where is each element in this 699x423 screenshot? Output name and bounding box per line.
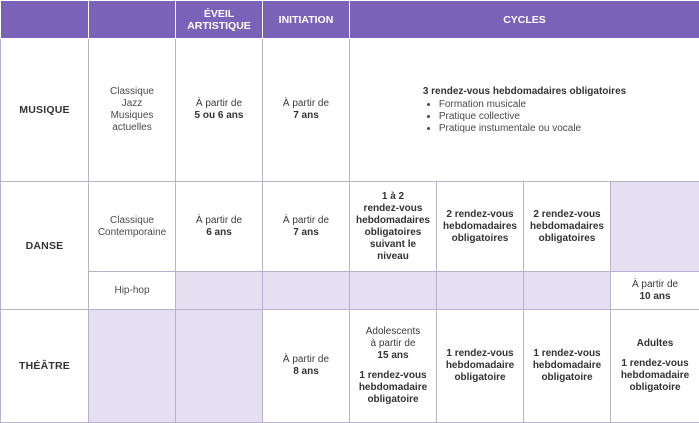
danse-eveil-age: 6 ans — [206, 227, 232, 238]
hiphop-prefix: À partir de — [632, 279, 678, 290]
danse-cycle1-line: hebdomadaires — [356, 215, 430, 226]
header-blank-discipline — [1, 1, 89, 39]
discipline-theatre: THÉÂTRE — [1, 310, 89, 423]
theatre-initiation-prefix: À partir de — [283, 354, 329, 365]
theatre-row — [1, 310, 699, 423]
discipline-danse: DANSE — [1, 182, 89, 310]
musique-cycles-list — [423, 99, 626, 135]
theatre-cycle-4 — [611, 310, 699, 423]
hiphop-cycle-3-empty — [524, 272, 611, 310]
danse-eveil — [176, 182, 263, 272]
hiphop-cycle-1-empty — [350, 272, 437, 310]
musique-cycles-item: • Pratique collective — [439, 111, 626, 123]
musique-cycles — [350, 39, 699, 182]
header-initiation: INITIATION — [263, 1, 350, 39]
danse-eveil-prefix: À partir de — [196, 215, 242, 226]
danse-initiation — [263, 182, 350, 272]
danse-cycle1-line: 1 à 2 — [382, 191, 404, 202]
theatre-initiation — [263, 310, 350, 423]
hiphop-age: 10 ans — [639, 291, 670, 302]
theatre-cycle3-line: 1 rendez-vous — [533, 348, 600, 359]
hiphop-initiation-empty — [263, 272, 350, 310]
header-row — [1, 1, 699, 39]
header-eveil-line2: ARTISTIQUE — [187, 20, 251, 32]
danse-cycle-4-empty — [611, 182, 699, 272]
header-eveil-line1: ÉVEIL — [204, 8, 234, 20]
musique-eveil-prefix: À partir de — [196, 98, 242, 109]
musique-style-item: Musiques — [111, 110, 154, 121]
hiphop-cycle-4 — [611, 272, 699, 310]
theatre-adultes-rdv: 1 rendez-vous — [621, 358, 688, 369]
theatre-eveil-empty — [176, 310, 263, 423]
theatre-cycle1-intro: à partir de — [370, 338, 415, 349]
theatre-adultes-rdv: obligatoire — [629, 382, 680, 393]
musique-styles — [89, 39, 176, 182]
danse-initiation-prefix: À partir de — [283, 215, 329, 226]
musique-cycles-title: 3 rendez-vous hebdomadaires obligatoires — [423, 86, 626, 98]
musique-style-item: actuelles — [112, 122, 151, 133]
theatre-style-empty — [89, 310, 176, 423]
theatre-cycle1-rdv: obligatoire — [367, 394, 418, 405]
theatre-cycle1-rdv: hebdomadaire — [359, 382, 427, 393]
theatre-cycle3-line: obligatoire — [541, 372, 592, 383]
hiphop-eveil-empty — [176, 272, 263, 310]
danse-cycle1-line: rendez-vous — [364, 203, 423, 214]
theatre-cycle-2 — [437, 310, 524, 423]
musique-eveil — [176, 39, 263, 182]
theatre-adultes-title: Adultes — [637, 338, 674, 349]
danse-hiphop-label: Hip-hop — [89, 272, 176, 310]
danse-cycle3-line: hebdomadaires — [530, 221, 604, 232]
header-eveil-artistique — [176, 1, 263, 39]
theatre-cycle2-line: obligatoire — [454, 372, 505, 383]
theatre-cycle1-age: 15 ans — [377, 350, 408, 361]
hiphop-cycle-2-empty — [437, 272, 524, 310]
danse-cycle2-line: 2 rendez-vous — [446, 209, 513, 220]
danse-hiphop-row — [1, 272, 699, 310]
theatre-cycle1-intro: Adolescents — [366, 326, 420, 337]
danse-style-item: Contemporaine — [98, 227, 166, 238]
theatre-cycle-3 — [524, 310, 611, 423]
theatre-cycle1-rdv: 1 rendez-vous — [359, 370, 426, 381]
danse-cycle-3 — [524, 182, 611, 272]
musique-initiation-age: 7 ans — [293, 110, 319, 121]
danse-styles — [89, 182, 176, 272]
danse-cycle2-line: obligatoires — [452, 233, 509, 244]
musique-cycles-block — [423, 86, 626, 135]
musique-cycles-item: • Pratique instumentale ou vocale — [439, 123, 626, 135]
danse-cycle3-line: obligatoires — [539, 233, 596, 244]
danse-row — [1, 182, 699, 272]
danse-cycle3-line: 2 rendez-vous — [533, 209, 600, 220]
danse-initiation-age: 7 ans — [293, 227, 319, 238]
theatre-cycle2-line: hebdomadaire — [446, 360, 514, 371]
danse-cycle2-line: hebdomadaires — [443, 221, 517, 232]
musique-style-item: Classique — [110, 86, 154, 97]
musique-row — [1, 39, 699, 182]
discipline-musique: MUSIQUE — [1, 39, 89, 182]
header-cycles: CYCLES — [350, 1, 699, 39]
musique-eveil-age: 5 ou 6 ans — [195, 110, 244, 121]
musique-cycles-item: • Formation musicale — [439, 99, 626, 111]
theatre-cycle-1 — [350, 310, 437, 423]
header-blank-style — [89, 1, 176, 39]
danse-cycle-1 — [350, 182, 437, 272]
danse-style-item: Classique — [110, 215, 154, 226]
musique-initiation — [263, 39, 350, 182]
danse-cycle1-line: suivant le niveau — [370, 239, 416, 262]
danse-cycle-2 — [437, 182, 524, 272]
theatre-adultes-rdv: hebdomadaire — [621, 370, 689, 381]
musique-style-item: Jazz — [122, 98, 143, 109]
musique-initiation-prefix: À partir de — [283, 98, 329, 109]
theatre-cycle2-line: 1 rendez-vous — [446, 348, 513, 359]
theatre-cycle3-line: hebdomadaire — [533, 360, 601, 371]
theatre-initiation-age: 8 ans — [293, 366, 319, 377]
danse-cycle1-line: obligatoires — [365, 227, 422, 238]
